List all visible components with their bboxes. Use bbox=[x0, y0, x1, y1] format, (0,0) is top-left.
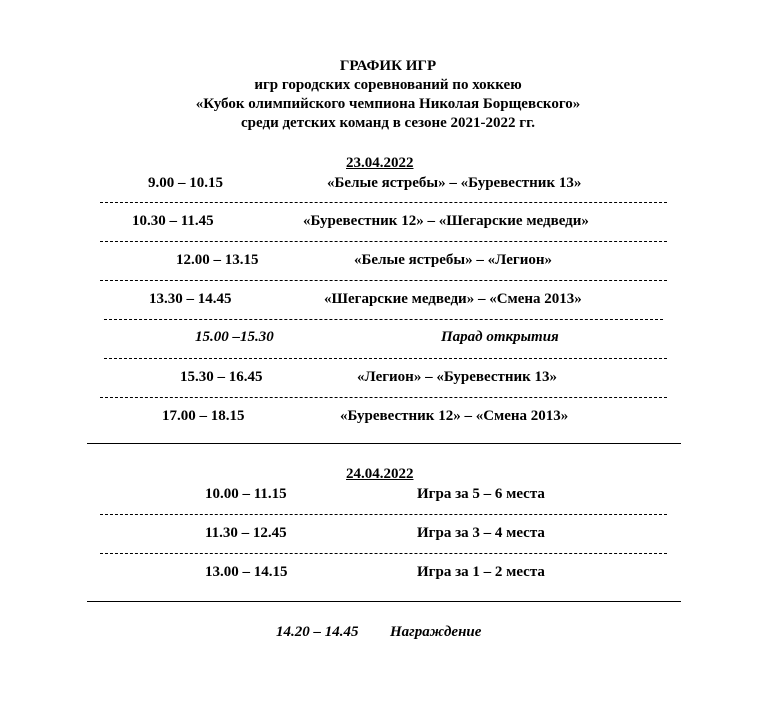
day2-row1-time: 10.00 – 11.15 bbox=[205, 486, 287, 502]
day1-row6-event: «Легион» – «Буревестник 13» bbox=[357, 369, 558, 385]
subtitle-line-3: среди детских команд в сезоне 2021-2022 гг. bbox=[241, 115, 535, 131]
day2-row2-time: 11.30 – 12.45 bbox=[205, 525, 287, 541]
day-divider bbox=[87, 443, 681, 444]
day1-row5-event: Парад открытия bbox=[441, 329, 559, 345]
day1-row2-time: 10.30 – 11.45 bbox=[132, 213, 214, 229]
schedule-title: ГРАФИК ИГР bbox=[339, 58, 437, 74]
day1-row4-event: «Шегарские медведи» – «Смена 2013» bbox=[324, 291, 582, 307]
day1-row7-time: 17.00 – 18.15 bbox=[162, 408, 245, 424]
separator bbox=[100, 397, 667, 398]
day2-row2-event: Игра за 3 – 4 места bbox=[417, 525, 545, 541]
day2-date: 24.04.2022 bbox=[346, 466, 414, 482]
day1-row1-event: «Белые ястребы» – «Буревестник 13» bbox=[327, 175, 582, 191]
separator bbox=[104, 358, 667, 359]
day1-row3-event: «Белые ястребы» – «Легион» bbox=[354, 252, 552, 268]
day1-row2-event: «Буревестник 12» – «Шегарские медведи» bbox=[303, 213, 589, 229]
separator bbox=[100, 280, 667, 281]
separator bbox=[100, 553, 667, 554]
day1-date: 23.04.2022 bbox=[346, 155, 414, 171]
day1-row7-event: «Буревестник 12» – «Смена 2013» bbox=[340, 408, 569, 424]
subtitle-line-2: «Кубок олимпийского чемпиона Николая Борщевского» bbox=[195, 96, 581, 112]
day1-row3-time: 12.00 – 13.15 bbox=[176, 252, 259, 268]
day2-row3-time: 13.00 – 14.15 bbox=[205, 564, 288, 580]
award-time: 14.20 – 14.45 bbox=[276, 624, 359, 640]
day2-row3-event: Игра за 1 – 2 места bbox=[417, 564, 545, 580]
separator bbox=[100, 202, 667, 203]
separator bbox=[100, 514, 667, 515]
day1-row5-time: 15.00 –15.30 bbox=[195, 329, 274, 345]
day2-row1-event: Игра за 5 – 6 места bbox=[417, 486, 545, 502]
day1-row1-time: 9.00 – 10.15 bbox=[148, 175, 223, 191]
day1-row4-time: 13.30 – 14.45 bbox=[149, 291, 232, 307]
award-event: Награждение bbox=[390, 624, 482, 640]
subtitle-line-1: игр городских соревнований по хоккею bbox=[254, 77, 522, 93]
day-divider bbox=[87, 601, 681, 602]
separator bbox=[100, 241, 667, 242]
separator bbox=[104, 319, 663, 320]
day1-row6-time: 15.30 – 16.45 bbox=[180, 369, 263, 385]
